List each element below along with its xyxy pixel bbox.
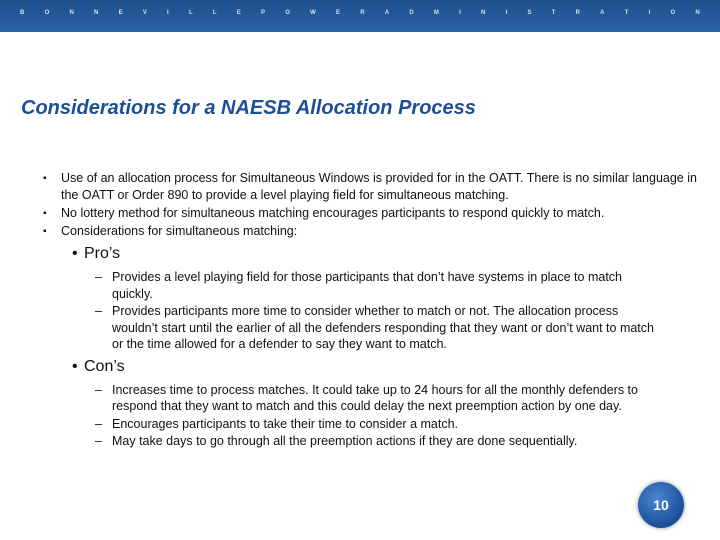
pros-item: – Provides a level playing field for those participants that don’t have systems in place to match quickly. (95, 270, 622, 301)
header-bar (0, 0, 720, 32)
org-name: B O N N E V I L L E P O W E R A D M I N I S T R A T I O N (20, 10, 700, 16)
cons-item: – Encourages participants to take their time to consider a match. (95, 416, 459, 431)
pros-item: – Provides participants more time to consider whether to match or not. The allocation process wouldn’t start until the earlier of all the defenders responding that they want or don’t want to match or the time allowed for a defender to say they want to match. (95, 304, 654, 351)
dash-bullet-icon: – (95, 382, 102, 397)
square-bullet-icon: ▪ (43, 226, 47, 237)
dash-bullet-icon: – (95, 270, 102, 284)
dot-bullet-icon: • (72, 357, 78, 375)
square-bullet-icon: ▪ (43, 173, 47, 184)
cons-item: – Increases time to process matches. It could take up to 24 hours for all the monthly defenders to respond that they want to match and this could delay the next preemption action by one day. (95, 382, 638, 413)
square-bullet-icon: ▪ (43, 208, 47, 219)
dot-bullet-icon: • (72, 245, 78, 262)
slide-body (0, 170, 720, 451)
bullet-item: ▪ Use of an allocation process for Simultaneous Windows is provided for in the OATT. There is no similar language in the OATT or Order 890 to provide a level playing field for simultaneous matching. (43, 171, 697, 202)
cons-heading: • Con’s (72, 357, 125, 375)
dash-bullet-icon: – (95, 416, 102, 431)
bullet-item: ▪ No lottery method for simultaneous matching encourages participants to respond quickly to match. (43, 206, 605, 220)
bullet-item: ▪ Considerations for simultaneous matching: (43, 224, 298, 238)
dash-bullet-icon: – (95, 304, 102, 318)
slide-title: Considerations for a NAESB Allocation Process (21, 97, 476, 119)
dash-bullet-icon: – (95, 434, 102, 448)
pros-heading: • Pro’s (72, 245, 121, 262)
page-number-badge: 10 (638, 482, 684, 528)
cons-item: – May take days to go through all the preemption actions if they are done sequentially. (95, 434, 578, 448)
